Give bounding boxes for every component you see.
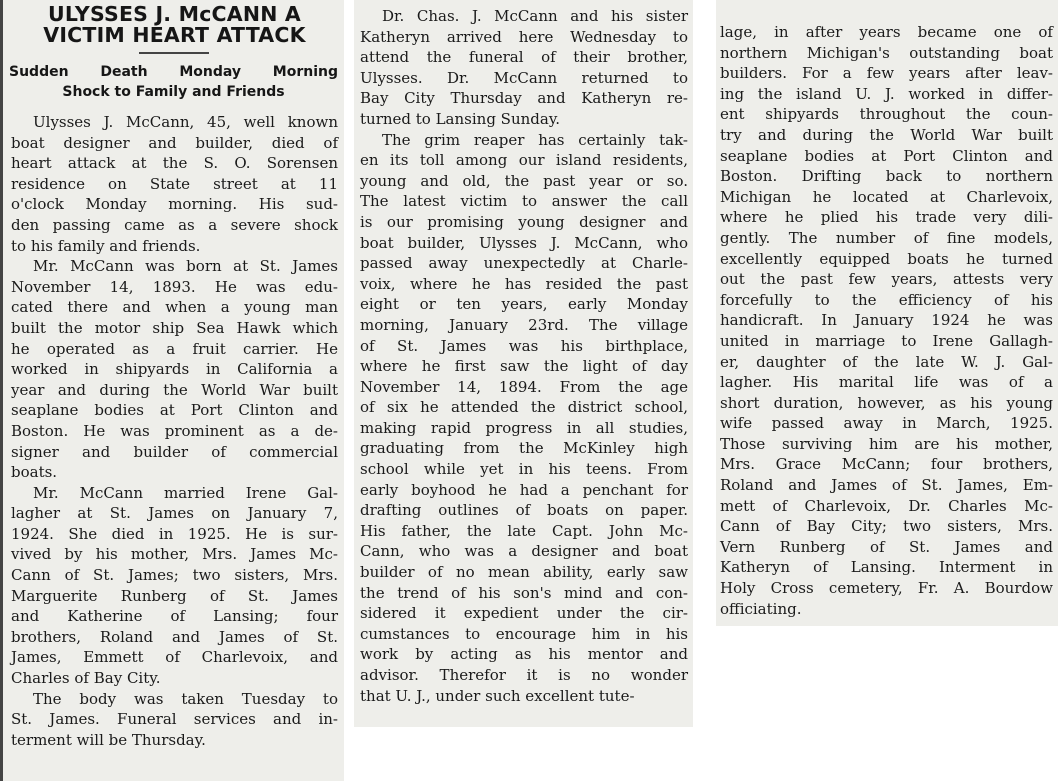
text-line: boat builder, Ulysses J. McCann, who [360,233,688,252]
text-line: The grim reaper has certainly tak- [382,130,688,149]
text-line: o'clock Monday morning. His sud- [11,195,338,214]
article-body [354,6,693,706]
headline-line: ULYSSES J. McCANN A [47,2,301,26]
text-line: Katheryn of Lansing. Interment in [720,558,1053,577]
text-line: mett of Charlevoix, Dr. Charles Mc- [720,496,1053,515]
text-line: November 14, 1893. He was edu- [11,277,338,296]
text-line: Roland and James of St. James, Em- [720,476,1053,495]
article-paragraph [354,6,693,130]
text-line: year and during the World War built [11,380,338,399]
text-line: builders. For a few years after leav- [720,64,1053,83]
text-line: school while yet in his teens. From [360,460,688,479]
text-line: northern Michigan's outstanding boat [720,43,1053,62]
article-paragraph [3,256,344,483]
text-line: er, daughter of the late W. J. Gal- [720,352,1053,371]
text-line: Marguerite Runberg of St. James [11,586,338,605]
text-line: gently. The number of fine models, [720,228,1053,247]
text-line: advisor. Therefor it is no wonder [360,666,688,684]
text-line: The latest victim to answer the call [360,192,688,211]
text-line: Ulysses J. McCann, 45, well known [33,113,338,131]
article-paragraph [716,22,1058,619]
text-line: Katheryn arrived here Wednesday to [360,27,688,46]
text-line: Mr. McCann married Irene Gal- [33,483,338,502]
subheadline [9,62,338,102]
text-line: eight or ten years, early Monday [360,295,688,314]
text-line: attend the funeral of their brother, [360,48,688,67]
text-line: Boston. He was prominent as a de- [11,421,338,440]
headline [9,4,340,46]
text-line: try and during the World War built [720,125,1053,144]
article-clipping-3 [716,0,1058,626]
text-line: terment will be Thursday. [11,730,206,749]
text-line: wife passed away in March, 1925. [720,414,1053,433]
text-line: lagher. His marital life was of a [720,373,1053,392]
text-line: residence on State street at 11 [11,174,338,193]
text-line: Dr. Chas. J. McCann and his sister [382,7,688,25]
text-line: young and old, the past year or so. [360,171,688,190]
text-line: seaplane bodies at Port Clinton and [11,401,338,420]
text-line: Ulysses. Dr. McCann returned to [360,68,688,87]
headline-line: VICTIM HEART ATTACK [43,23,306,47]
text-line: worked in shipyards in California a [11,360,338,379]
text-line: en its toll among our island residents, [360,151,688,170]
text-line: Cann of Bay City; two sisters, Mrs. [720,517,1053,536]
text-line: November 14, 1894. From the age [360,377,688,396]
text-line: 1924. She died in 1925. He is sur- [11,524,338,543]
text-line: Michigan he located at Charlevoix, [720,187,1053,206]
text-line: Mrs. Grace McCann; four brothers, [720,455,1053,474]
text-line: graduating from the McKinley high [360,439,688,458]
text-line: boat designer and builder, died of [11,133,338,152]
article-clipping-2 [354,0,693,727]
text-line: Vern Runberg of St. James and [720,537,1053,556]
text-line: seaplane bodies at Port Clinton and [720,146,1053,165]
text-line: of six he attended the district school, [360,398,688,417]
text-line: excellently equipped boats he turned [720,249,1053,268]
article-clipping-1 [0,0,344,781]
text-line: handicraft. In January 1924 he was [720,311,1053,330]
article-paragraph [3,112,344,256]
text-line: Cann of St. James; two sisters, Mrs. [11,566,338,585]
text-line: Charles of Bay City. [11,669,161,688]
text-line: he operated as a fruit carrier. He [11,339,338,358]
text-line: cumstances to encourage him in his [360,624,688,643]
text-line: brothers, Roland and James of St. [11,627,338,646]
text-line: den passing came as a severe shock [11,215,338,234]
text-line: short duration, however, as his young [720,393,1053,412]
text-line: making rapid progress in all studies, [360,418,688,437]
text-line: lagher at St. James on January 7, [11,504,338,523]
text-line: lage, in after years became one of [720,23,1053,41]
text-line: that U. J., under such excellent tute- [360,686,635,705]
text-line: the trend of his son's mind and con- [360,583,688,602]
text-line: His father, the late Capt. John Mc- [360,521,688,540]
text-line: morning, January 23rd. The village [360,315,688,334]
text-line: vived by his mother, Mrs. James Mc- [11,545,338,564]
text-line: Mr. McCann was born at St. James [33,257,338,276]
article-paragraph [3,689,344,751]
text-line: to his family and friends. [11,236,201,255]
text-line: where he first saw the light of day [360,357,688,376]
text-line: St. James. Funeral services and in- [11,710,338,729]
text-line: early boyhood he had a penchant for [360,480,688,499]
text-line: built the motor ship Sea Hawk which [11,318,338,337]
text-line: drafting outlines of boats on paper. [360,501,688,520]
text-line: Bay City Thursday and Katheryn re- [360,89,688,108]
text-line: boats. [11,463,58,482]
text-line: is our promising young designer and [360,212,688,231]
text-line: The body was taken Tuesday to [33,689,338,708]
text-line: cated there and when a young man [11,298,338,317]
text-line: ing the island U. J. worked in differ- [720,84,1053,103]
text-line: builder of no mean ability, early saw [360,563,688,582]
text-line: James, Emmett of Charlevoix, and [11,648,338,667]
text-line: sidered it expedient under the cir- [360,604,688,623]
text-line: ent shipyards throughout the coun- [720,105,1053,124]
text-line: turned to Lansing Sunday. [360,109,561,128]
text-line: Cann, who was a designer and boat [360,542,688,561]
text-line: out the past few years, attests very [720,270,1053,289]
text-line: heart attack at the S. O. Sorensen [11,154,338,173]
text-line: officiating. [720,599,802,618]
text-line: Holy Cross cemetery, Fr. A. Bourdow [720,579,1053,598]
article-body [716,22,1058,619]
subheadline-line: Shock to Family and Friends [62,84,285,100]
text-line: Those surviving him are his mother, [720,434,1053,453]
article-paragraph [3,483,344,689]
text-line: and Katherine of Lansing; four [11,607,338,626]
text-line: work by acting as his mentor and [360,645,688,664]
text-line: where he plied his trade very dili- [720,208,1053,227]
divider [139,52,209,54]
text-line: united in marriage to Irene Gallagh- [720,331,1053,350]
text-line: voix, where he has resided the past [360,274,688,293]
text-line: of St. James was his birthplace, [360,336,688,355]
article-body [3,112,344,750]
article-paragraph [354,130,693,707]
text-line: passed away unexpectedly at Charle- [360,254,688,273]
subheadline-line: Sudden Death Monday Morning [9,64,338,80]
text-line: Boston. Drifting back to northern [720,167,1053,186]
text-line: signer and builder of commercial [11,442,338,461]
text-line: forcefully to the efficiency of his [720,290,1053,309]
